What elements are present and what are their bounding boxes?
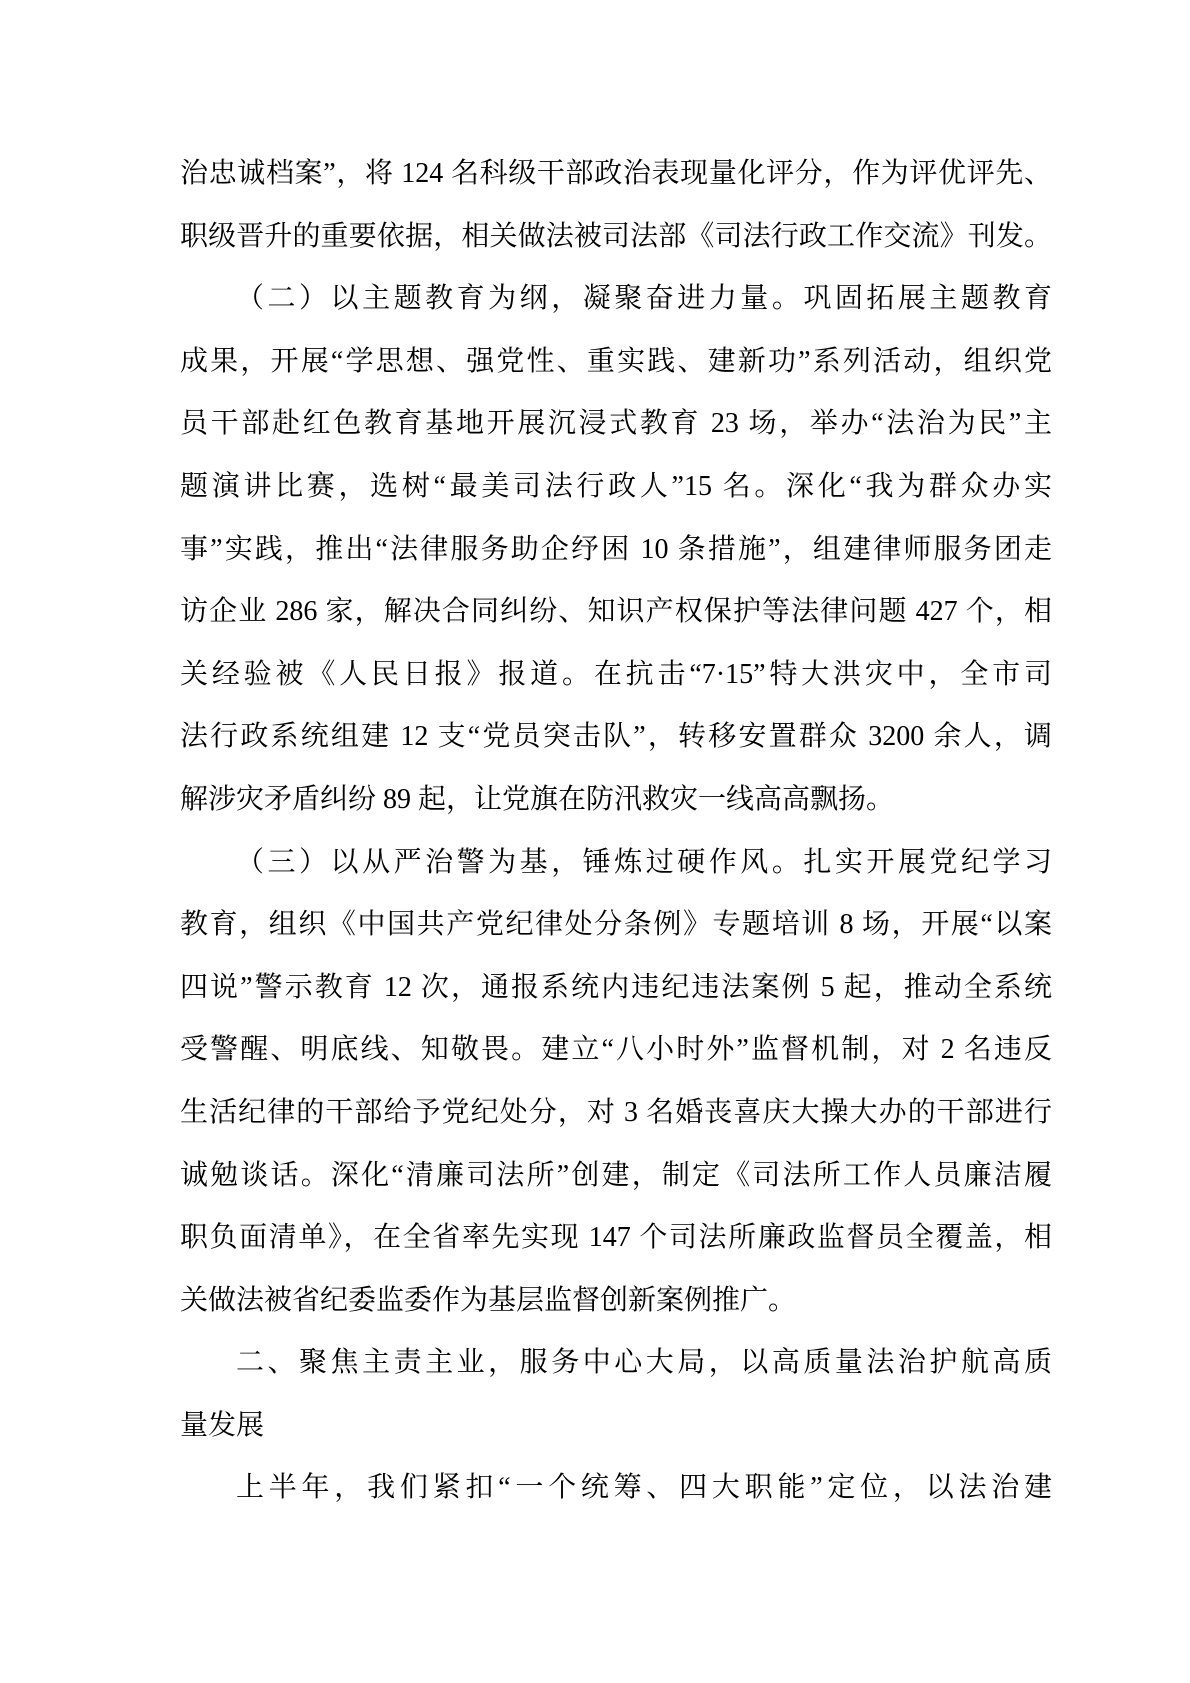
paragraph bbox=[180, 1457, 1052, 1520]
text-line: 成果，开展“学思想、强党性、重实践、建新功”系列活动，组织党 bbox=[180, 345, 1052, 377]
text-line: 题演讲比赛，选树“最美司法行政人”15 名。深化“我为群众办实 bbox=[180, 470, 1052, 502]
text-line: （三）以从严治警为基，锤炼过硬作风。扎实开展党纪学习 bbox=[236, 846, 1052, 878]
text-line: 量发展 bbox=[180, 1409, 265, 1441]
text-line: 关经验被《人民日报》报道。在抗击“7·15”特大洪灾中，全市司 bbox=[180, 658, 1052, 690]
text-line: 关做法被省纪委监委作为基层监督创新案例推广。 bbox=[180, 1284, 797, 1316]
text-line: 受警醒、明底线、知敬畏。建立“八小时外”监督机制，对 2 名违反 bbox=[180, 1034, 1052, 1066]
text-line: 四说”警示教育 12 次，通报系统内违纪违法案例 5 起，推动全系统 bbox=[180, 971, 1052, 1003]
document-content bbox=[180, 143, 1052, 1520]
paragraph bbox=[180, 1332, 1052, 1457]
text-line: 上半年，我们紧扣“一个统筹、四大职能”定位，以法治建 bbox=[236, 1472, 1052, 1504]
text-line: 事”实践，推出“法律服务助企纾困 10 条措施”，组建律师服务团走 bbox=[180, 533, 1052, 565]
text-line: 治忠诚档案”，将 124 名科级干部政治表现量化评分，作为评优评先、 bbox=[180, 158, 1052, 189]
paragraph bbox=[180, 832, 1052, 1333]
text-line: 诚勉谈话。深化“清廉司法所”创建，制定《司法所工作人员廉洁履 bbox=[180, 1159, 1052, 1191]
text-line: 教育，组织《中国共产党纪律处分条例》专题培训 8 场，开展“以案 bbox=[180, 909, 1052, 941]
text-line: 员干部赴红色教育基地开展沉浸式教育 23 场，举办“法治为民”主 bbox=[180, 408, 1052, 440]
paragraph bbox=[180, 268, 1052, 831]
text-line: 访企业 286 家，解决合同纠纷、知识产权保护等法律问题 427 个，相 bbox=[180, 596, 1052, 628]
text-line: 职负面清单》，在全省率先实现 147 个司法所廉政监督员全覆盖，相 bbox=[180, 1222, 1052, 1254]
paragraph bbox=[180, 143, 1052, 268]
text-line: 二、聚焦主责主业，服务中心大局，以高质量法治护航高质 bbox=[236, 1347, 1052, 1379]
text-line: 职级晋升的重要依据，相关做法被司法部《司法行政工作交流》刊发。 bbox=[180, 220, 1052, 252]
text-line: （二）以主题教育为纲，凝聚奋进力量。巩固拓展主题教育 bbox=[236, 283, 1052, 315]
text-line: 解涉灾矛盾纠纷 89 起，让党旗在防汛救灾一线高高飘扬。 bbox=[180, 783, 895, 815]
text-line: 生活纪律的干部给予党纪处分，对 3 名婚丧喜庆大操大办的干部进行 bbox=[180, 1096, 1052, 1128]
text-line: 法行政系统组建 12 支“党员突击队”，转移安置群众 3200 余人，调 bbox=[180, 721, 1052, 753]
